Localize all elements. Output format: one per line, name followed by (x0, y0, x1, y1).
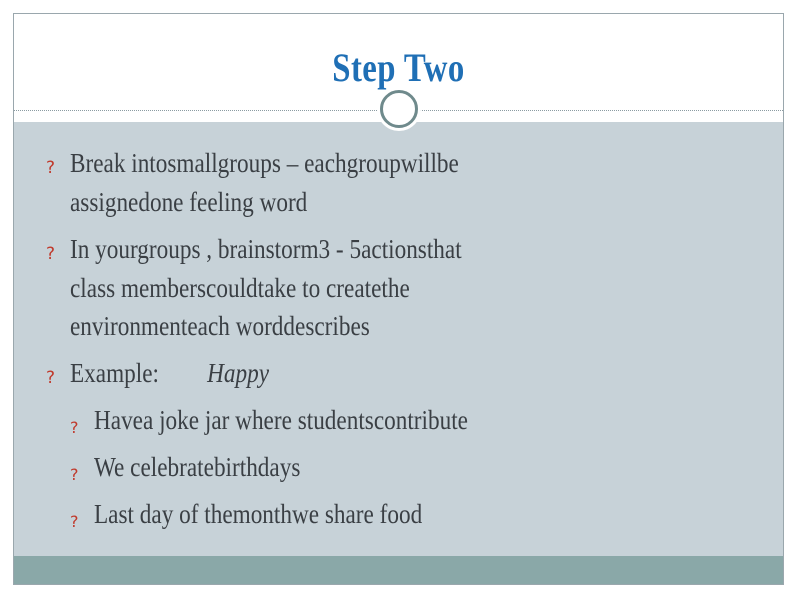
sub-bullet-marker-icon: ? (70, 465, 79, 484)
bullet-2-line-2: class memberscouldtake to createthe (70, 273, 410, 303)
bullet-marker-icon: ? (46, 368, 56, 388)
bullet-3-line-1 (70, 354, 269, 392)
bullet-1-line-2: assignedone feeling word (70, 187, 308, 217)
bullet-1-line-1: Break intosmallgroups – eachgroupwillbe (70, 148, 459, 178)
sub-bullet-3: Last day of themonthwe share food (94, 499, 423, 529)
sub-bullet-2: We celebratebirthdays (94, 452, 301, 482)
sub-bullet-marker-icon: ? (70, 512, 79, 531)
slide (13, 13, 784, 585)
example-label: Example: (70, 358, 159, 388)
footer-bar (14, 556, 783, 584)
sub-bullet-1: Havea joke jar where studentscontribute (94, 405, 468, 435)
content-area (14, 122, 783, 556)
bullet-marker-icon: ? (46, 244, 56, 264)
sub-bullet-marker-icon: ? (70, 418, 79, 437)
example-emphasis: Happy (207, 358, 270, 388)
bullet-2-line-1: In yourgroups , brainstorm3 - 5actionsthat (70, 234, 462, 264)
slide-title: Step Two (332, 45, 465, 90)
bullet-2-line-3: environmenteach worddescribes (70, 311, 370, 341)
divider-circle-icon (380, 90, 418, 128)
bullet-marker-icon: ? (46, 158, 56, 178)
